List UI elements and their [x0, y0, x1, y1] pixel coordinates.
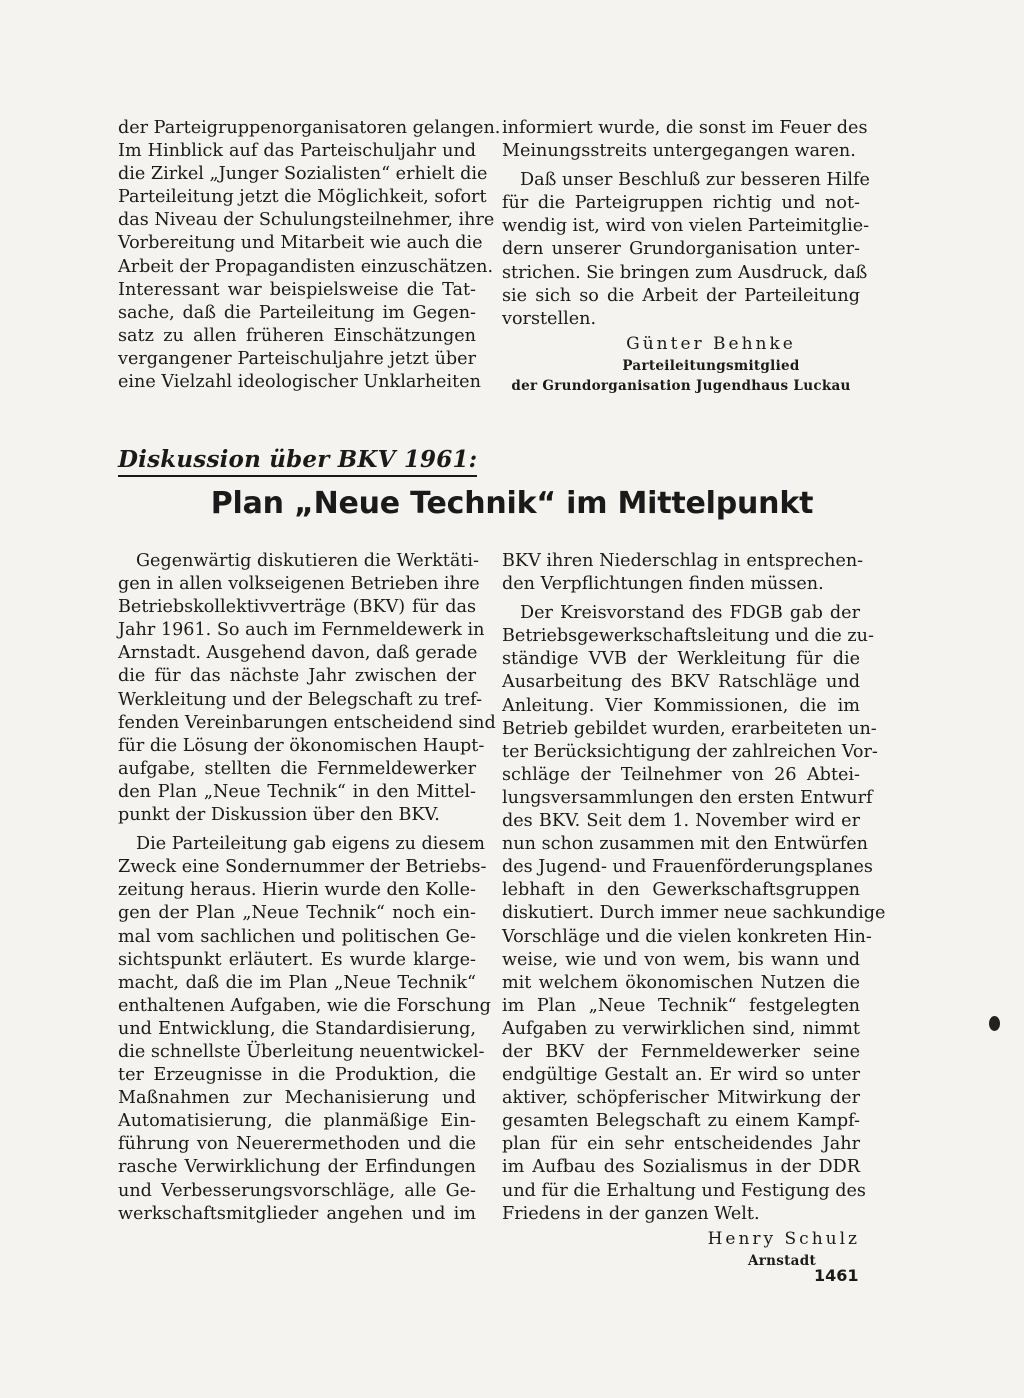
top-right-paragraph-1 — [502, 117, 868, 163]
text-line: Im Hinblick auf das Parteischuljahr und — [118, 141, 476, 162]
text-line: gen der Plan „Neue Technik“ noch ein- — [118, 903, 476, 924]
text-line: lungsversammlungen den ersten Entwurf — [502, 787, 873, 808]
text-line: und Verbesserungsvorschläge, alle Ge- — [118, 1180, 476, 1201]
ink-blot — [989, 1016, 1000, 1031]
bottom-left-paragraph-2 — [118, 833, 491, 1226]
bottom-left-column — [118, 550, 496, 1226]
text-line: Betrieb gebildet wurden, erarbeiteten un- — [502, 718, 877, 739]
text-line: mit welchem ökonomischen Nutzen die — [502, 972, 860, 993]
text-line: und für die Erhaltung und Festigung des — [502, 1180, 866, 1201]
text-line: Ausarbeitung des BKV Ratschläge und — [502, 672, 860, 693]
text-line: für die Lösung der ökonomischen Haupt- — [118, 735, 485, 756]
text-line: aufgabe, stellten die Fernmeldewerker — [118, 758, 476, 779]
text-line: der Parteigruppenorganisatoren gelangen. — [118, 118, 501, 138]
text-line: den Plan „Neue Technik“ in den Mittel- — [118, 781, 476, 802]
page-number: 1461 — [814, 1266, 859, 1285]
text-line: Aufgaben zu verwirklichen sind, nimmt — [502, 1018, 860, 1039]
text-line: Der Kreisvorstand des FDGB gab der — [520, 603, 860, 624]
text-line: Gegenwärtig diskutieren die Werktäti- — [136, 551, 479, 571]
text-line: macht, daß die im Plan „Neue Technik“ — [118, 972, 476, 993]
text-line: mal vom sachlichen und politischen Ge- — [118, 926, 476, 947]
text-line: zeitung heraus. Hierin wurde den Kolle- — [118, 880, 476, 901]
text-line: schläge der Teilnehmer von 26 Abtei- — [502, 764, 860, 785]
text-line: rasche Verwirklichung der Erfindungen — [118, 1157, 476, 1178]
article-kicker: Diskussion über BKV 1961: — [118, 446, 477, 477]
text-line: gesamten Belegschaft zu einem Kampf- — [502, 1111, 860, 1132]
top-right-column — [502, 117, 870, 396]
text-line: punkt der Diskussion über den BKV. — [118, 805, 440, 826]
signature-1-name: Günter Behnke — [626, 333, 796, 354]
text-line: enthaltenen Aufgaben, wie die Forschung — [118, 995, 491, 1016]
text-line: den Verpflichtungen finden müssen. — [502, 574, 824, 595]
text-line: die schnellste Überleitung neuentwickel- — [118, 1041, 485, 1062]
text-line: im Aufbau des Sozialismus in der DDR — [502, 1157, 860, 1178]
bottom-left-paragraph-1 — [118, 550, 496, 827]
text-line: eine Vielzahl ideologischer Unklarheiten — [118, 372, 481, 393]
bottom-right-column — [502, 550, 886, 1271]
text-line: des BKV. Seit dem 1. November wird er — [502, 811, 860, 832]
text-line: Jahr 1961. So auch im Fernmeldewerk in — [118, 620, 485, 641]
top-left-column — [118, 117, 501, 394]
text-line: Parteileitung jetzt die Möglichkeit, sofort — [118, 187, 487, 208]
text-line: Anleitung. Vier Kommissionen, die im — [502, 695, 860, 716]
text-line: die für das nächste Jahr zwischen der — [118, 666, 476, 687]
text-line: Betriebskollektivverträge (BKV) für das — [118, 597, 476, 618]
signature-2-place: Arnstadt — [747, 1252, 816, 1269]
bottom-right-paragraph-1 — [502, 550, 864, 596]
text-line: das Niveau der Schulungsteilnehmer, ihre — [118, 210, 495, 231]
text-line: für die Parteigruppen richtig und not- — [502, 193, 860, 214]
text-line: Vorschläge und die vielen konkreten Hin- — [502, 926, 872, 947]
signature-1 — [502, 333, 860, 396]
text-line: Vorbereitung und Mitarbeit wie auch die — [118, 233, 483, 254]
top-right-paragraph-2 — [502, 169, 870, 331]
text-line: Meinungsstreits untergegangen waren. — [502, 141, 856, 162]
text-line: endgültige Gestalt an. Er wird so unter — [502, 1065, 860, 1086]
text-line: Werkleitung und der Belegschaft zu tref- — [118, 689, 483, 710]
text-line: sichtspunkt erläutert. Es wurde klarge- — [118, 949, 476, 970]
bottom-right-paragraph-2 — [502, 602, 886, 1226]
text-line: ter Berücksichtigung der zahlreichen Vor- — [502, 741, 878, 762]
signature-2-name: Henry Schulz — [707, 1228, 860, 1249]
text-line: Die Parteileitung gab eigens zu diesem — [136, 834, 485, 855]
text-line: satz zu allen früheren Einschätzungen — [118, 325, 476, 346]
text-line: und Entwicklung, die Standardisierung, — [118, 1018, 476, 1039]
text-line: im Plan „Neue Technik“ festgelegten — [502, 995, 860, 1016]
text-line: Friedens in der ganzen Welt. — [502, 1203, 760, 1224]
text-line: führung von Neuerermethoden und die — [118, 1134, 476, 1155]
text-line: ter Erzeugnisse in die Produktion, die — [118, 1065, 476, 1086]
text-line: lebhaft in den Gewerkschaftsgruppen — [502, 880, 860, 901]
text-line: diskutiert. Durch immer neue sachkundige — [502, 903, 886, 924]
text-line: wendig ist, wird von vielen Parteimitglie- — [502, 216, 870, 237]
text-line: Betriebsgewerkschaftsleitung und die zu- — [502, 626, 874, 647]
text-line: nun schon zusammen mit den Entwürfen — [502, 834, 869, 855]
text-line: BKV ihren Niederschlag in entsprechen- — [502, 551, 864, 571]
text-line: die Zirkel „Junger Sozialisten“ erhielt die — [118, 164, 488, 185]
text-line: Daß unser Beschluß zur besseren Hilfe — [520, 170, 870, 191]
text-line: weise, wie und von wem, bis wann und — [502, 949, 860, 970]
text-line: werkschaftsmitglieder angehen und im — [118, 1203, 476, 1224]
text-line: gen in allen volkseigenen Betrieben ihre — [118, 574, 480, 595]
text-line: Zweck eine Sondernummer der Betriebs- — [118, 857, 487, 878]
text-line: sache, daß die Parteileitung im Gegen- — [118, 302, 476, 323]
text-line: informiert wurde, die sonst im Feuer des — [502, 118, 868, 138]
signature-1-role: Parteileitungsmitglied — [622, 357, 800, 374]
text-line: Arnstadt. Ausgehend davon, daß gerade — [118, 643, 478, 664]
signature-1-organisation: der Grundorganisation Jugendhaus Luckau — [511, 377, 851, 394]
text-line: des Jugend- und Frauenförderungsplanes — [502, 857, 873, 878]
text-line: ständige VVB der Werkleitung für die — [502, 649, 860, 670]
text-line: vergangener Parteischuljahre jetzt über — [118, 348, 476, 369]
text-line: vorstellen. — [502, 308, 597, 329]
text-line: strichen. Sie bringen zum Ausdruck, daß — [502, 262, 868, 283]
text-line: aktiver, schöpferischer Mitwirkung der — [502, 1088, 860, 1109]
text-line: Maßnahmen zur Mechanisierung und — [118, 1088, 476, 1109]
text-line: Arbeit der Propagandisten einzuschätzen. — [118, 256, 494, 277]
text-line: Automatisierung, die planmäßige Ein- — [118, 1111, 476, 1132]
text-line: fenden Vereinbarungen entscheidend sind — [118, 712, 496, 733]
text-line: Interessant war beispielsweise die Tat- — [118, 279, 476, 300]
article-headline: Plan „Neue Technik“ im Mittelpunkt — [210, 486, 814, 521]
text-line: sie sich so die Arbeit der Parteileitung — [502, 285, 860, 306]
text-line: plan für ein sehr entscheidendes Jahr — [502, 1134, 860, 1155]
text-line: dern unserer Grundorganisation unter- — [502, 239, 860, 260]
text-line: der BKV der Fernmeldewerker seine — [502, 1041, 860, 1062]
signature-2 — [502, 1228, 860, 1271]
